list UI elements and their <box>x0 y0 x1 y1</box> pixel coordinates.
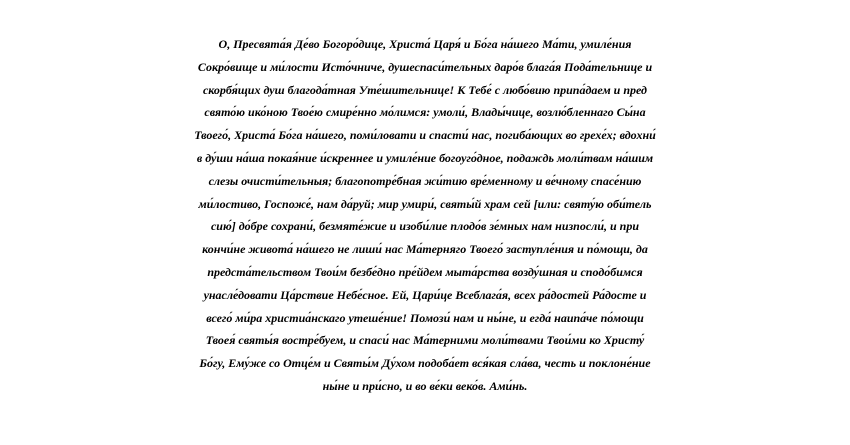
prayer-line: ми́лостиво, Госпоже́, нам да́руй; мир умири́, святы́й храм сей [или: святу́ю оби́тель <box>198 196 652 211</box>
prayer-line: сию́] до́бре сохрани́, безмяте́жие и изоби́лие плодо́в зе́мных нам низпосли́, и при <box>210 219 640 234</box>
prayer-line: Твоего́, Христа́ Бо́га на́шего, поми́ловати и спасти́ нас, погиба́ющих во грехе́х; вдохни́ <box>194 128 656 143</box>
prayer-line: Твоея́ святы́я востре́буем, и спаси́ нас Ма́терними моли́твами Твои́ми ко Христу́ <box>205 333 645 348</box>
prayer-line: О, Пресвята́я Де́во Богоро́дице, Христа́ Царя́ и Бо́га на́шего Ма́ти, умиле́ния <box>218 37 632 51</box>
prayer-text <box>0 33 850 398</box>
prayer-line: всего́ ми́ра христиа́нскаго утеше́ние! Помози́ нам и ны́не, и егда́ наипа́че по́мощи <box>206 310 644 325</box>
prayer-line: унасле́довати Ца́рствие Небе́сное. Ей, Цари́це Всеблага́я, всех ра́достей Ра́досте и <box>203 287 647 302</box>
prayer-line: предста́тельством Твои́м безбе́дно пре́йдем мыта́рства возду́шная и сподо́бимся <box>207 264 643 279</box>
prayer-line: в ду́ши на́ша покая́ние и́скреннее и умиле́ние богоуго́дное, подаждь моли́твам на́шим <box>196 150 654 165</box>
prayer-line: ны́не и при́сно, и во ве́ки веко́в. Ами́нь. <box>322 378 528 393</box>
prayer-line: кончи́не живота́ на́шего не лиши́ нас Ма́терняго Твоего́ заступле́ния и по́мощи, да <box>202 242 648 257</box>
prayer-line: слезы очисти́тельныя; благопотре́бная жи́тию вре́менному и ве́чному спасе́нию <box>208 173 642 188</box>
prayer-line: скорбя́щих душ благода́тная Уте́шительнице! К Тебе́ с любо́вию припа́даем и пред <box>202 82 647 97</box>
prayer-line: Бо́гу, Ему́же со Отце́м и Святы́м Ду́хом подоба́ет вся́кая сла́ва, честь и поклоне́ние <box>199 356 651 371</box>
prayer-line: Сокро́вище и ми́лости Исто́чниче, душеспаси́тельных даро́в блага́я Пода́тельнице и <box>197 59 653 74</box>
prayer-line: свято́ю ико́ною Твое́ю смире́нно мо́лимся: умоли́, Влады́чице, возлю́бленнаго Сы́на <box>204 105 646 120</box>
